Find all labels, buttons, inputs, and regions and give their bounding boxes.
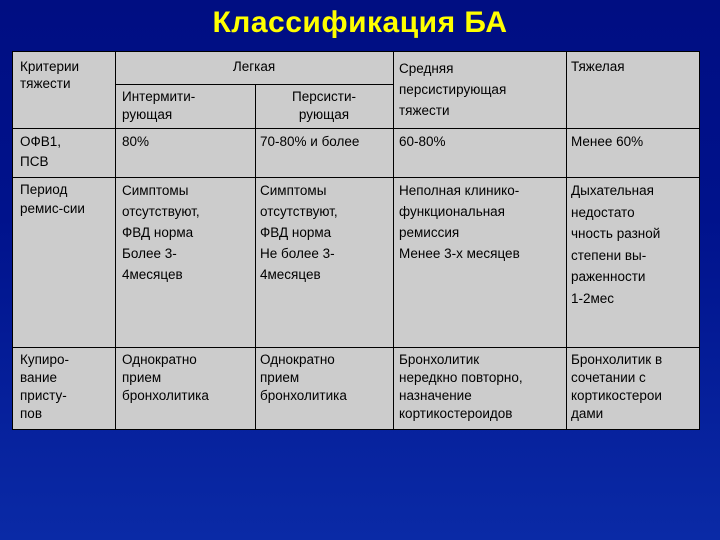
- row-fev1-persistent: 70-80% и более: [260, 134, 360, 149]
- grid-line: [566, 52, 567, 429]
- row-remission-intermittent: Симптомы отсутствуют, ФВД норма Более 3- 4месяцев: [122, 183, 200, 282]
- header-criteria: Критерии тяжести: [20, 59, 80, 91]
- grid-line: [255, 84, 256, 429]
- row-remission-label: Период ремис-сии: [20, 182, 85, 216]
- grid-line: [13, 128, 699, 129]
- row-fev1-severe: Менее 60%: [571, 134, 644, 149]
- row-remission-persistent: Симптомы отсутствуют, ФВД норма Не более 3- 4месяцев: [260, 183, 338, 282]
- row-fev1-label: ОФВ1, ПСВ: [20, 134, 62, 169]
- row-relief-persistent: Однократно прием бронхолитика: [260, 352, 347, 403]
- row-relief-severe: Бронхолитик в сочетании с кортикостерои дами: [571, 352, 663, 421]
- row-relief-intermittent: Однократно прием бронхолитика: [122, 352, 209, 403]
- row-relief-moderate: Бронхолитик нередкно повторно, назначение кортикостероидов: [399, 352, 523, 421]
- grid-line: [13, 177, 699, 178]
- row-fev1-intermittent: 80%: [122, 134, 150, 149]
- header-moderate: Средняя персистирующая тяжести: [399, 61, 507, 118]
- grid-line: [115, 52, 116, 429]
- grid-line: [393, 52, 394, 429]
- header-intermittent: Интермити- рующая: [122, 89, 196, 122]
- slide-title: Классификация БА: [212, 6, 508, 39]
- header-severe: Тяжелая: [571, 59, 625, 74]
- classification-table: [12, 51, 700, 430]
- header-mild: Легкая: [232, 59, 276, 74]
- row-relief-label: Купиро- вание присту- пов: [20, 352, 69, 421]
- grid-line: [115, 84, 393, 85]
- header-persistent: Персисти- рующая: [292, 89, 356, 122]
- row-remission-severe: Дыхательная недостато чность разной степени вы- раженности 1-2мес: [571, 183, 661, 306]
- grid-line: [13, 347, 699, 348]
- row-fev1-moderate: 60-80%: [399, 134, 446, 149]
- row-remission-moderate: Неполная клинико- функциональная ремиссия Менее 3-х месяцев: [399, 183, 520, 261]
